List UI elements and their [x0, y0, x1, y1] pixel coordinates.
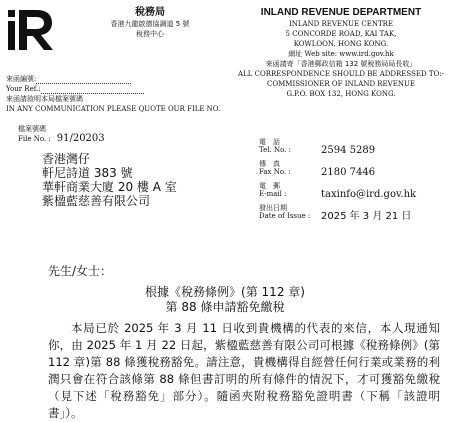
file-label-cn: 檔案號碼 — [18, 125, 46, 133]
address-line: 軒尼詩道 383 號 — [42, 166, 133, 180]
reference-block — [6, 74, 220, 114]
fax-value: 2180 7446 — [321, 167, 376, 178]
recipient-address — [42, 152, 177, 208]
correspondence-notice-3: G.P.O. BOX 132, HONG KONG. — [286, 90, 396, 98]
tel-row: 電 話 Tel. No. : 2594 5289 — [259, 138, 376, 156]
quote-file-en: IN ANY COMMUNICATION PLEASE QUOTE OUR FILE NO. — [6, 105, 221, 113]
subject — [0, 285, 450, 315]
address-cn-2: 稅務中心 — [136, 30, 164, 38]
subject-line-2: 第 88 條申請豁免繳稅 — [165, 300, 285, 314]
centre-en: INLAND REVENUE CENTRE — [288, 20, 394, 28]
salutation: 先生/女士： — [48, 264, 113, 278]
city-en: KOWLOON, HONG KONG. — [293, 40, 389, 48]
chinese-letterhead — [70, 6, 230, 39]
fax-row: 傳 真 Fax No. : 2180 7446 — [259, 160, 376, 178]
file-label-en: File No. : 91/20203 — [18, 133, 105, 144]
tel-value: 2594 5289 — [321, 145, 376, 156]
english-letterhead — [236, 6, 446, 99]
department-en: INLAND REVENUE DEPARTMENT — [260, 7, 422, 18]
email-row: 電 郵 E-mail : taxinfo@ird.gov.hk — [259, 182, 417, 200]
quote-file-cn: 來函請敘明本局檔案號碼 — [6, 95, 83, 103]
website: 網址 Web site: www.ird.gov.hk — [288, 50, 394, 58]
street-en: 5 CONCORDE ROAD, KAI TAK, — [285, 30, 397, 38]
department-cn: 稅務局 — [135, 7, 165, 18]
address-cn-1: 香港九龍啟德協調道 5 號 — [110, 20, 190, 28]
contact-block — [259, 138, 416, 226]
address-line: 香港灣仔 — [42, 152, 91, 166]
ird-logo — [6, 8, 56, 52]
letter-body: 本局已於 2025 年 3 月 11 日收到貴機構的代表的來信，本人現通知你，由 2025 年 1 月 22 日起，紫楹藍慈善有限公司可根據《稅務條例》(第 112 章)第 88 條獲稅務豁免。請注意，貴機構得自經營任何行業或業務的利潤只會在符合該條第 88 條但書訂明的所有條件的情況下，才可獲豁免繳稅（見下述「稅務豁免」部分）。隨函夾附稅務豁免證明書（下稱「該證明書」）。 — [48, 321, 440, 420]
file-number — [6, 124, 105, 144]
address-line: 紫楹藍慈善有限公司 — [42, 194, 151, 208]
email-value: taxinfo@ird.gov.hk — [321, 189, 417, 200]
subject-line-1: 根據《稅務條例》(第 112 章) — [145, 285, 305, 299]
your-ref-en: Your Ref.: — [6, 84, 220, 94]
date-row: 發出日期 Date of Issue : 2025 年 3 月 21 日 — [259, 204, 412, 222]
correspondence-notice-1: ALL CORRESPONDENCE SHOULD BE ADDRESSED TO:- — [238, 70, 444, 78]
file-number-value: 91/20203 — [56, 133, 105, 144]
date-value: 2025 年 3 月 21 日 — [321, 211, 412, 222]
your-ref-cn: 來函編號: — [6, 74, 220, 84]
address-line: 華軒商業大廈 20 樓 A 室 — [42, 180, 177, 194]
correspondence-notice-2: COMMISSIONER OF INLAND REVENUE — [267, 80, 415, 88]
correspondence-notice-cn: 來函請寄「香港郵政信箱 132 號稅務局局長收」 — [265, 60, 417, 68]
